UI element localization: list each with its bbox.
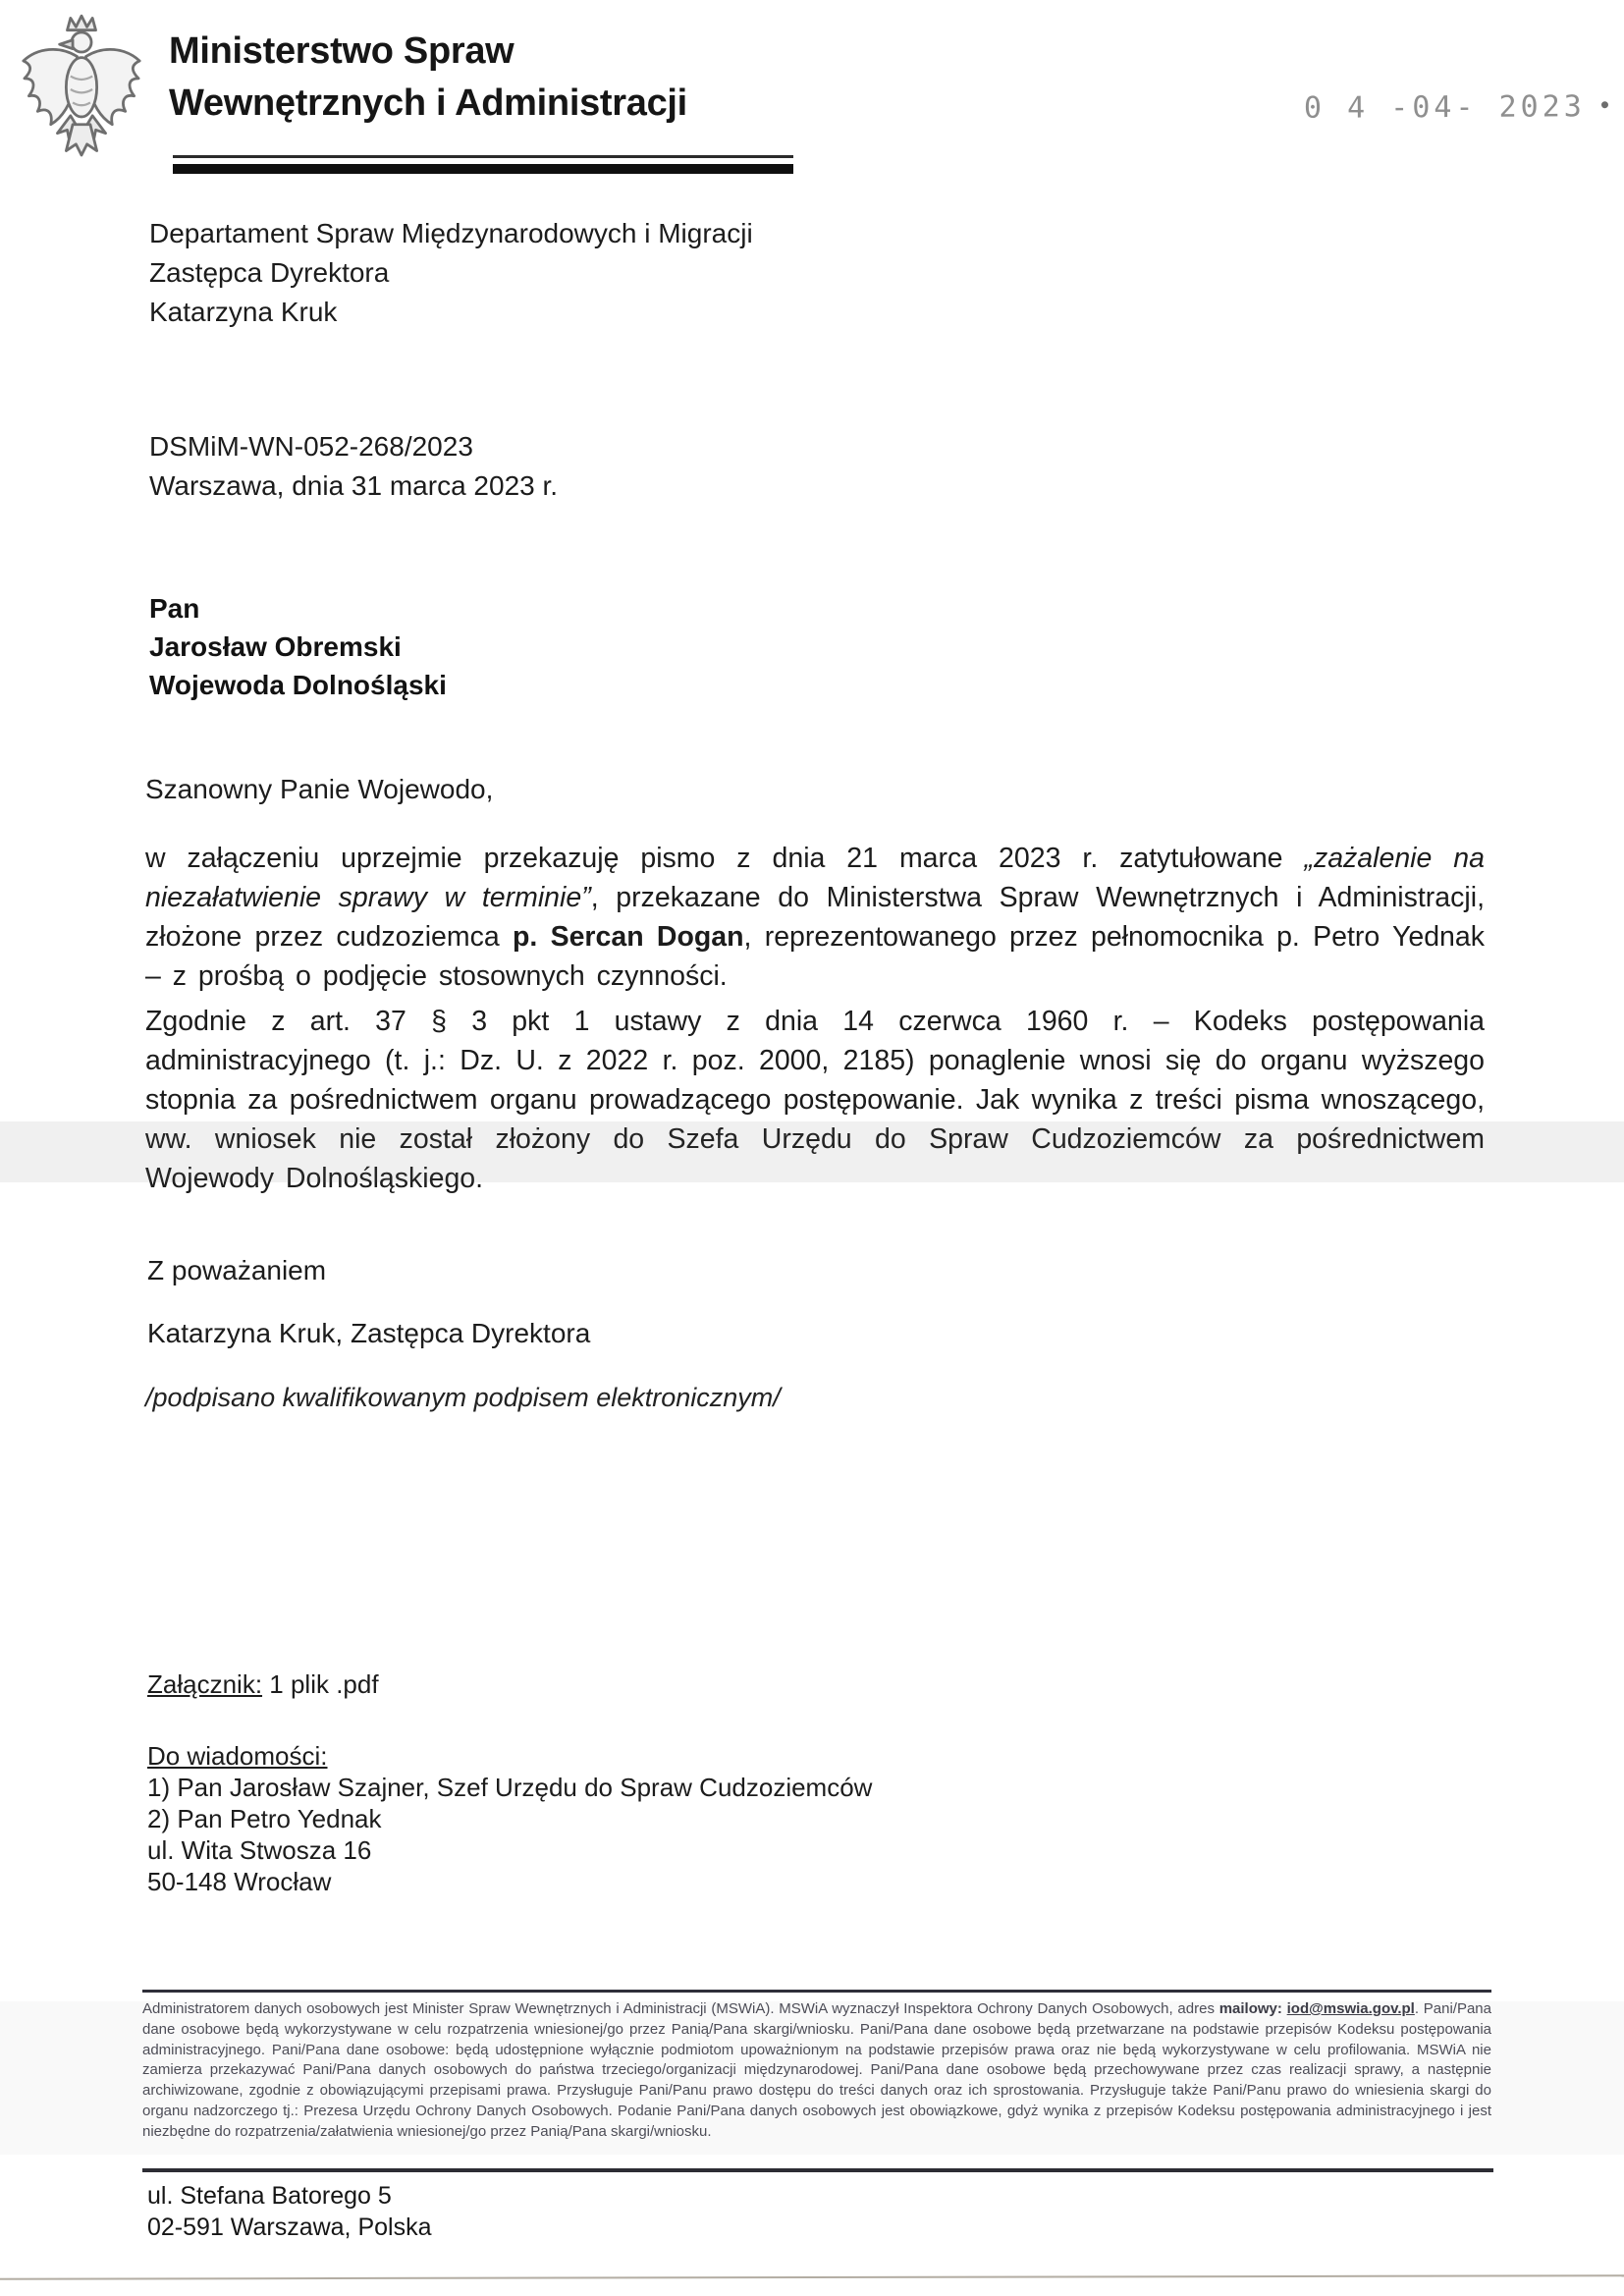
sender-name: Katarzyna Kruk: [149, 297, 338, 327]
footer-address: [147, 2180, 431, 2243]
reference-block: [149, 427, 558, 506]
body-paragraph-2: Zgodnie z art. 37 § 3 pkt 1 ustawy z dnia 14 czerwca 1960 r. – Kodeks postępowania administracyjnego (t. j.: Dz. U. z 2022 r. poz. 2000, 2185) ponaglenie wnosi się do organu wyższego stopnia za pośrednictwem organu prowadzącego postępowanie. Jak wynika z treści pisma wnoszącego, ww. wniosek nie został złożony do Szefa Urzędu do Spraw Cudzoziemców za pośrednictwem Wojewody Dolnośląskiego.: [145, 1006, 1485, 1194]
attachment-line: [147, 1669, 379, 1700]
cc-block: [147, 1740, 872, 1897]
paragraph-text: , reprezentowanego przez pełnomocnika p. Petro Yednak – z prośbą o podjęcie stosownych czynności.: [145, 921, 1485, 992]
paragraph-text: , przekazane do Ministerstwa Spraw Wewnętrznych i Administracji, złożone przez cudzoziemca: [145, 882, 1485, 953]
cc-item: 2) Pan Petro Yednak: [147, 1804, 382, 1833]
addressee-salutation: Pan: [149, 593, 200, 624]
cc-item: ul. Wita Stwosza 16: [147, 1835, 372, 1865]
addressee-title: Wojewoda Dolnośląski: [149, 670, 447, 700]
stamp-ink-dot-icon: [1601, 101, 1608, 108]
email-link[interactable]: iod@mswia.gov.pl: [1286, 2000, 1415, 2017]
scan-artifact-band: [0, 1121, 1624, 1182]
gdpr-text: . Pani/Pana dane osobowe będą wykorzystywane w celu rozpatrzenia wniesionej/go przez Panią/Pana skargi/wniosku. Pani/Pana dane osobowe będą przetwarzane na podstawie przepisów Kodeksu postępowania administracyjnego. Pani/Pana dane osobowe: będą udostępnione wyłącznie podmiotom upoważnionym na podstawie przepisów prawa oraz nie będą wykorzystywane w celu profilowania. MSWiA nie zamierza przekazywać Pani/Pana danych osobowych do państwa trzeciego/organizacji międzynarodowej. Pani/Pana dane osobowe będą przechowywane przez czas realizacji sprawy, a następnie archiwizowane, zgodnie z obowiązującymi przepisami prawa. Przysługuje Pani/Panu prawo dostępu do treści danych oraz ich sprostowania. Przysługuje także Pani/Panu prawo do wniesienia skargi do organu nadzorczego tj.: Prezesa Urzędu Ochrony Danych Osobowych. Podanie Pani/Pana danych osobowych jest obowiązkowe, gdyż wynika z przepisów Kodeksu postępowania administracyjnego i jest niezbędne do rozpatrzenia/załatwienia wniesionej/go przez Panią/Pana skargi/wniosku.: [142, 2000, 1491, 2140]
paragraph-text: w załączeniu uprzejmie przekazuję pismo z dnia 21 marca 2023 r. zatytułowane: [145, 843, 1305, 874]
sender-block: [149, 214, 753, 332]
attachment-label: Załącznik:: [147, 1669, 263, 1699]
footer-address-rule: [142, 2168, 1493, 2172]
gdpr-notice: [142, 1999, 1491, 2143]
sender-department: Departament Spraw Międzynarodowych i Migracji: [149, 218, 753, 248]
letterhead-rule-thick: [173, 164, 793, 174]
fineprint-top-rule: [142, 1990, 1491, 1993]
footer-address-line2: 02-591 Warszawa, Polska: [147, 2214, 432, 2241]
addressee-name: Jarosław Obremski: [149, 631, 402, 662]
cc-item: 50-148 Wrocław: [147, 1867, 332, 1896]
body-paragraph-1: [145, 839, 1485, 996]
quoted-title-italic: „zażalenie na niezałatwienie sprawy w terminie”: [145, 843, 1485, 913]
cc-label: Do wiadomości:: [147, 1741, 328, 1771]
letter-greeting: Szanowny Panie Wojewodo,: [145, 774, 494, 804]
addressee-block: [149, 589, 447, 704]
received-date-stamp: [1304, 89, 1608, 126]
ministry-name: [169, 26, 687, 130]
reference-number: DSMiM-WN-052-268/2023: [149, 431, 473, 462]
attachment-value: 1 plik .pdf: [262, 1669, 379, 1699]
place-and-date: Warszawa, dnia 31 marca 2023 r.: [149, 470, 559, 501]
letterhead-rule-thin: [173, 155, 793, 158]
ministry-name-line2: Wewnętrznych i Administracji: [169, 82, 687, 124]
polish-eagle-emblem-icon: [16, 10, 147, 169]
date-stamp-text: 0 4 -04- 2023: [1303, 89, 1586, 126]
footer-address-line1: ul. Stefana Batorego 5: [147, 2182, 392, 2210]
gdpr-text: Administratorem danych osobowych jest Minister Spraw Wewnętrznych i Administracji (MSWiA). MSWiA wyznaczył Inspektora Ochrony Danych Osobowych, adres: [142, 2000, 1219, 2017]
electronic-signature-note: /podpisano kwalifikowanym podpisem elektronicznym/: [145, 1383, 781, 1412]
foreigner-name-bold: p. Sercan Dogan: [513, 921, 744, 953]
gdpr-mail-label: mailowy:: [1218, 2000, 1287, 2017]
ministry-name-line1: Ministerstwo Spraw: [169, 30, 514, 72]
closing-phrase: Z poważaniem: [147, 1255, 327, 1285]
scan-edge-line: [0, 2274, 1624, 2279]
signature-name: Katarzyna Kruk, Zastępca Dyrektora: [147, 1318, 591, 1348]
sender-title: Zastępca Dyrektora: [149, 257, 390, 288]
cc-item: 1) Pan Jarosław Szajner, Szef Urzędu do Spraw Cudzoziemców: [147, 1773, 873, 1802]
